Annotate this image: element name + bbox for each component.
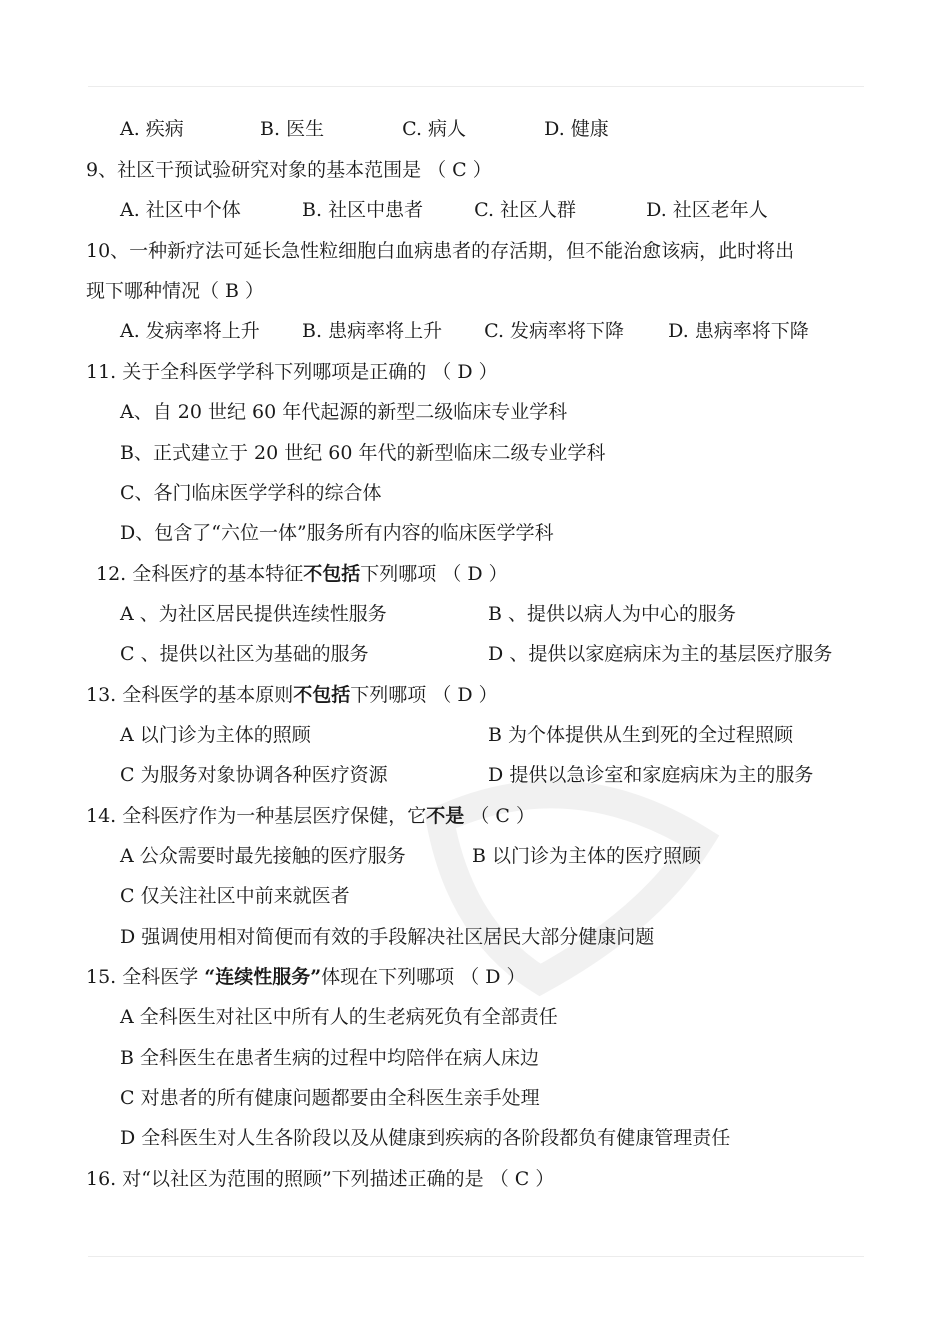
stem-text: 13. 全科医学的基本原则 (86, 684, 294, 706)
option: B 以门诊为主体的医疗照顾 (472, 845, 702, 867)
option: C. 病人 (402, 118, 467, 140)
stem-text: 14. 全科医疗作为一种基层医疗保健，它 (86, 805, 427, 827)
emphasis-text: “连续性服务” (204, 966, 322, 988)
option: D 全科医生对人生各阶段以及从健康到疾病的各阶段都负有健康管理责任 (120, 1127, 731, 1149)
question-9-stem: 9、社区干预试验研究对象的基本范围是 （ C ） (86, 159, 492, 181)
option: D 强调使用相对简便而有效的手段解决社区居民大部分健康问题 (120, 926, 655, 948)
question-11-stem: 11. 关于全科医学学科下列哪项是正确的 （ D ） (86, 361, 498, 383)
option: A 以门诊为主体的照顾 (120, 724, 311, 746)
question-16-stem: 16. 对“以社区为范围的照顾”下列描述正确的是 （ C ） (86, 1168, 555, 1190)
q13-options-row2 (120, 762, 813, 788)
footer-rule (88, 1256, 864, 1257)
stem-text: 体现在下列哪项 （ D ） (321, 966, 526, 988)
option: B. 医生 (260, 118, 325, 140)
option: B. 患病率将上升 (302, 320, 443, 342)
option: D 、提供以家庭病床为主的基层医疗服务 (488, 643, 833, 665)
option: A 公众需要时最先接触的医疗服务 (120, 845, 406, 867)
option: C 为服务对象协调各种医疗资源 (120, 764, 388, 786)
q14-options-row1 (120, 843, 701, 869)
option: B. 社区中患者 (302, 199, 424, 221)
question-10-stem-line2: 现下哪种情况（ B ） (86, 280, 265, 302)
option: C. 社区人群 (474, 199, 577, 221)
option: A 全科医生对社区中所有人的生老病死负有全部责任 (120, 1006, 558, 1028)
option: B 、提供以病人为中心的服务 (488, 603, 737, 625)
question-10-stem-line1: 10、一种新疗法可延长急性粒细胞白血病患者的存活期，但不能治愈该病，此时将出 (86, 240, 795, 262)
option: D. 社区老年人 (646, 199, 768, 221)
q8-options (120, 116, 609, 142)
option: A. 社区中个体 (120, 199, 241, 221)
option: B 全科医生在患者生病的过程中均陪伴在病人床边 (120, 1047, 540, 1069)
q12-options-row1 (120, 601, 736, 627)
emphasis-text: 不包括 (293, 684, 351, 706)
option: C. 发病率将下降 (484, 320, 625, 342)
q13-options-row1 (120, 722, 793, 748)
option: D. 健康 (544, 118, 609, 140)
option: A 、为社区居民提供连续性服务 (120, 603, 387, 625)
stem-text: 12. 全科医疗的基本特征 (96, 563, 304, 585)
option: C、各门临床医学学科的综合体 (120, 482, 382, 504)
question-12-stem (96, 561, 508, 587)
option: A. 发病率将上升 (120, 320, 260, 342)
option: C 仅关注社区中前来就医者 (120, 885, 350, 907)
emphasis-text: 不是 (426, 805, 465, 827)
q12-options-row2 (120, 641, 832, 667)
option: B、正式建立于 20 世纪 60 年代的新型临床二级专业学科 (120, 442, 606, 464)
option: B 为个体提供从生到死的全过程照顾 (488, 724, 794, 746)
stem-text: 15. 全科医学 (86, 966, 205, 988)
option: D 提供以急诊室和家庭病床为主的服务 (488, 764, 814, 786)
option: C 、提供以社区为基础的服务 (120, 643, 369, 665)
option: D、包含了“六位一体”服务所有内容的临床医学学科 (120, 522, 554, 544)
header-rule (88, 86, 864, 87)
stem-text: （ C ） (464, 805, 535, 827)
question-15-stem (86, 964, 526, 990)
stem-text: 下列哪项 （ D ） (360, 563, 508, 585)
q10-options (120, 318, 809, 344)
q9-options (120, 197, 768, 223)
option: C 对患者的所有健康问题都要由全科医生亲手处理 (120, 1087, 540, 1109)
option: A、自 20 世纪 60 年代起源的新型二级临床专业学科 (120, 401, 568, 423)
stem-text: 下列哪项 （ D ） (350, 684, 498, 706)
option: A. 疾病 (120, 118, 184, 140)
question-14-stem (86, 803, 535, 829)
question-13-stem (86, 682, 498, 708)
emphasis-text: 不包括 (303, 563, 361, 585)
option: D. 患病率将下降 (668, 320, 809, 342)
